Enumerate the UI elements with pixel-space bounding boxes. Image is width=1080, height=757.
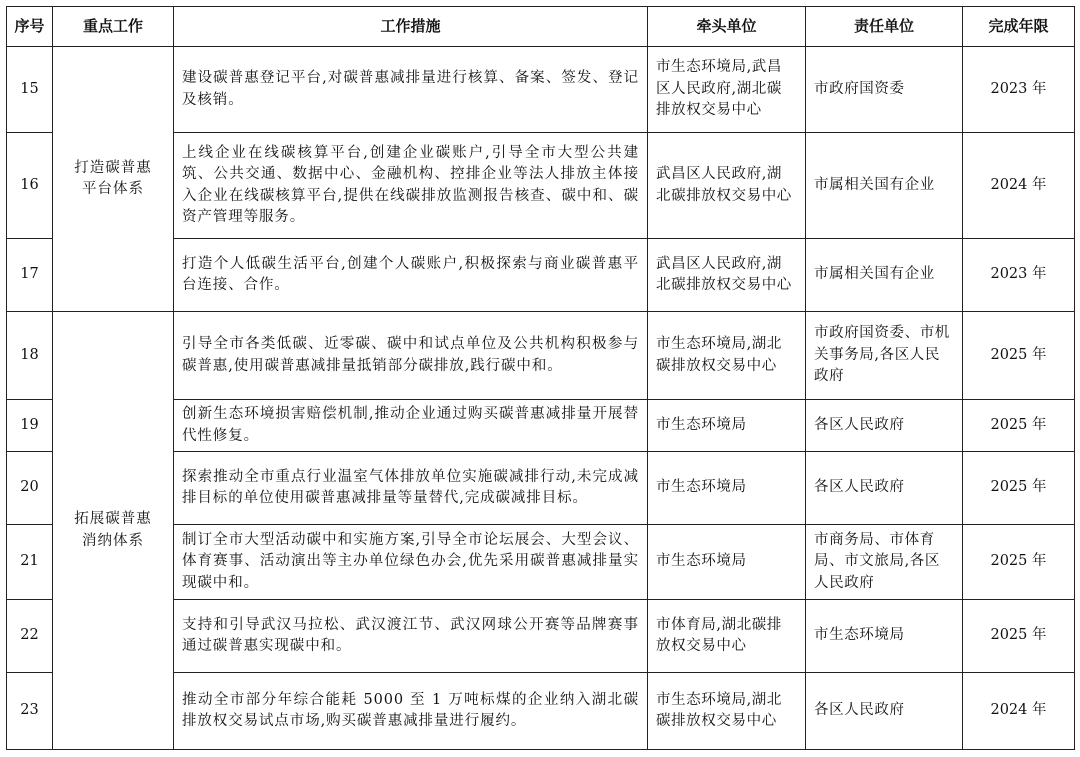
work-measure: 创新生态环境损害赔偿机制,推动企业通过购买碳普惠减排量开展替代性修复。 [174, 400, 648, 452]
row-number: 17 [7, 239, 53, 312]
lead-unit: 市生态环境局 [648, 400, 806, 452]
work-measure: 制订全市大型活动碳中和实施方案,引导全市论坛展会、大型会议、体育赛事、活动演出等主办单位绿色办会,优先采用碳普惠减排量实现碳中和。 [174, 525, 648, 600]
row-number: 19 [7, 400, 53, 452]
table-row [7, 47, 1075, 133]
row-number: 23 [7, 673, 53, 750]
work-measure: 推动全市部分年综合能耗 5000 至 1 万吨标煤的企业纳入湖北碳排放权交易试点市场,购买碳普惠减排量进行履约。 [174, 673, 648, 750]
lead-unit: 武昌区人民政府,湖北碳排放权交易中心 [648, 239, 806, 312]
deadline: 2023 年 [963, 239, 1075, 312]
key-task-label: 打造碳普惠平台体系 [74, 159, 152, 197]
responsible-unit: 市属相关国有企业 [806, 239, 963, 312]
responsible-unit: 市政府国资委、市机关事务局,各区人民政府 [806, 312, 963, 400]
responsible-unit: 各区人民政府 [806, 673, 963, 750]
lead-unit: 市生态环境局,武昌区人民政府,湖北碳排放权交易中心 [648, 47, 806, 133]
header-resp: 责任单位 [806, 7, 963, 47]
lead-unit: 市生态环境局 [648, 452, 806, 525]
row-number: 16 [7, 133, 53, 239]
row-number: 20 [7, 452, 53, 525]
row-number: 15 [7, 47, 53, 133]
work-measure: 探索推动全市重点行业温室气体排放单位实施碳减排行动,未完成减排目标的单位使用碳普惠减排量等量替代,完成碳减排目标。 [174, 452, 648, 525]
responsible-unit: 市属相关国有企业 [806, 133, 963, 239]
lead-unit: 武昌区人民政府,湖北碳排放权交易中心 [648, 133, 806, 239]
key-task-label: 拓展碳普惠消纳体系 [74, 511, 152, 549]
work-measure: 建设碳普惠登记平台,对碳普惠减排量进行核算、备案、签发、登记及核销。 [174, 47, 648, 133]
deadline: 2025 年 [963, 525, 1075, 600]
table-row [7, 312, 1075, 400]
deadline: 2025 年 [963, 600, 1075, 673]
header-lead: 牵头单位 [648, 7, 806, 47]
header-no: 序号 [7, 7, 53, 47]
row-number: 18 [7, 312, 53, 400]
responsible-unit: 各区人民政府 [806, 400, 963, 452]
deadline: 2025 年 [963, 400, 1075, 452]
lead-unit: 市体育局,湖北碳排放权交易中心 [648, 600, 806, 673]
work-measure: 支持和引导武汉马拉松、武汉渡江节、武汉网球公开赛等品牌赛事通过碳普惠实现碳中和。 [174, 600, 648, 673]
lead-unit: 市生态环境局,湖北碳排放权交易中心 [648, 312, 806, 400]
responsible-unit: 市商务局、市体育局、市文旅局,各区人民政府 [806, 525, 963, 600]
deadline: 2023 年 [963, 47, 1075, 133]
responsible-unit: 市生态环境局 [806, 600, 963, 673]
deadline: 2024 年 [963, 673, 1075, 750]
lead-unit: 市生态环境局,湖北碳排放权交易中心 [648, 673, 806, 750]
header-deadline: 完成年限 [963, 7, 1075, 47]
deadline: 2025 年 [963, 312, 1075, 400]
header-measure: 工作措施 [174, 7, 648, 47]
work-measure: 打造个人低碳生活平台,创建个人碳账户,积极探索与商业碳普惠平台连接、合作。 [174, 239, 648, 312]
responsible-unit: 市政府国资委 [806, 47, 963, 133]
work-measure: 引导全市各类低碳、近零碳、碳中和试点单位及公共机构积极参与碳普惠,使用碳普惠减排量抵销部分碳排放,践行碳中和。 [174, 312, 648, 400]
responsible-unit: 各区人民政府 [806, 452, 963, 525]
header-task: 重点工作 [53, 7, 174, 47]
work-plan-table [6, 6, 1075, 750]
deadline: 2025 年 [963, 452, 1075, 525]
deadline: 2024 年 [963, 133, 1075, 239]
table-header-row [7, 7, 1075, 47]
lead-unit: 市生态环境局 [648, 525, 806, 600]
row-number: 21 [7, 525, 53, 600]
row-number: 22 [7, 600, 53, 673]
work-measure: 上线企业在线碳核算平台,创建企业碳账户,引导全市大型公共建筑、公共交通、数据中心、金融机构、控排企业等法人排放主体接入企业在线碳核算平台,提供在线碳排放监测报告核查、碳中和、碳资产管理等服务。 [174, 133, 648, 239]
key-task-group [53, 312, 174, 750]
key-task-group [53, 47, 174, 312]
